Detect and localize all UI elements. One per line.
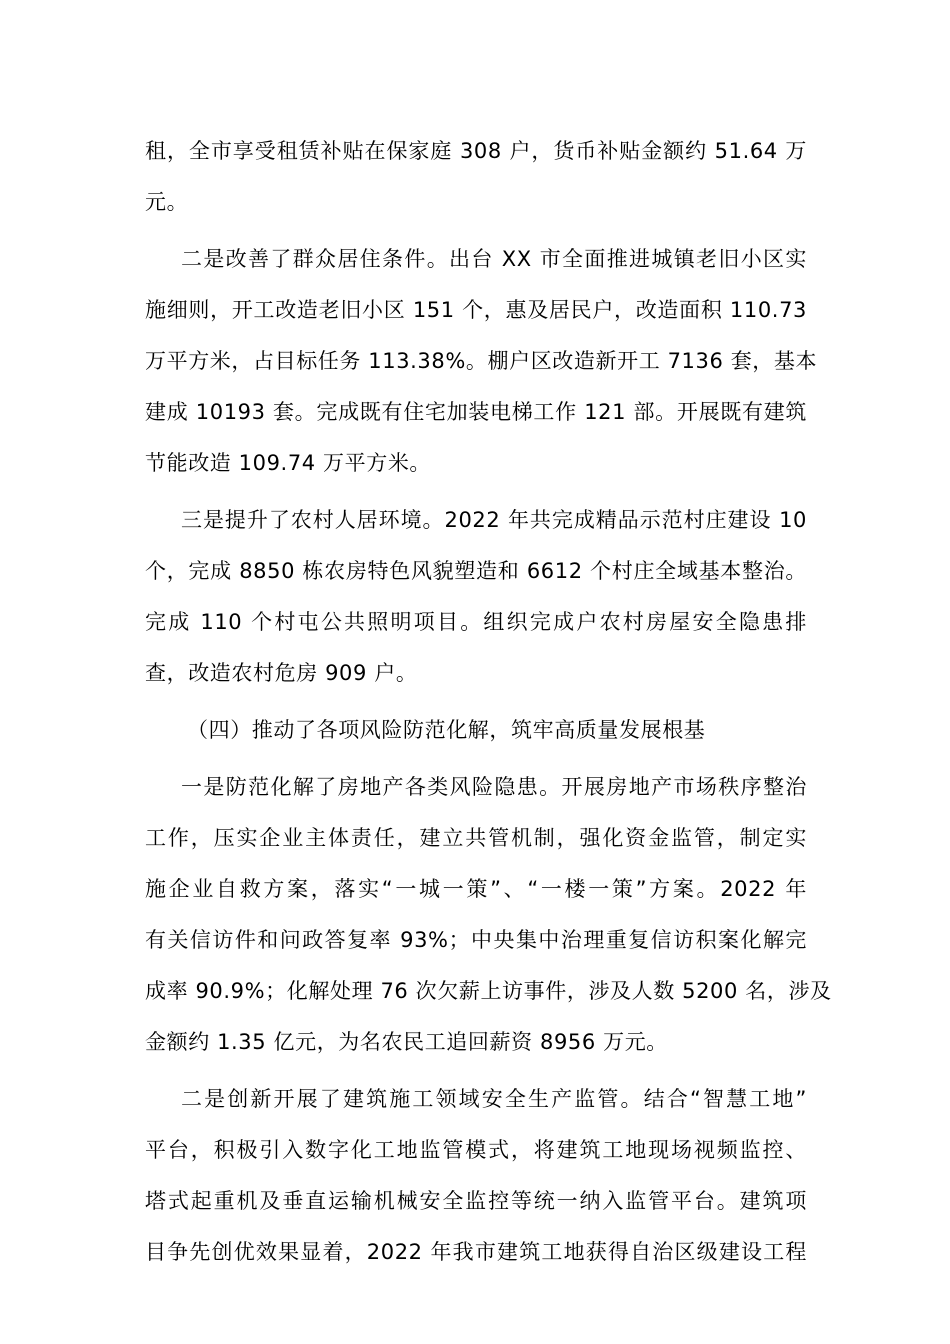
text-line: 万平方米，占目标任务 113.38%。棚户区改造新开工 7136 套，基本: [145, 349, 818, 373]
text-line: 三是提升了农村人居环境。2022 年共完成精品示范村庄建设 10: [181, 508, 807, 532]
text-line: 二是创新开展了建筑施工领域安全生产监管。结合“智慧工地”: [181, 1087, 807, 1111]
text-line: 建成 10193 套。完成既有住宅加装电梯工作 121 部。开展既有建筑: [145, 400, 807, 424]
text-line: 个，完成 8850 栋农房特色风貌塑造和 6612 个村庄全域基本整治。: [145, 559, 807, 583]
text-line: 完成 110 个村屯公共照明项目。组织完成户农村房屋安全隐患排: [145, 610, 807, 634]
text-line: 有关信访件和问政答复率 93%；中央集中治理重复信访积案化解完: [145, 928, 807, 952]
text-line: 成率 90.9%；化解处理 76 次欠薪上访事件，涉及人数 5200 名，涉及: [145, 979, 832, 1003]
text-line: 节能改造 109.74 万平方米。: [145, 451, 432, 475]
text-line: 平台，积极引入数字化工地监管模式，将建筑工地现场视频监控、: [145, 1138, 807, 1162]
text-line: 施细则，开工改造老旧小区 151 个，惠及居民户，改造面积 110.73: [145, 298, 807, 322]
text-line: 二是改善了群众居住条件。出台 XX 市全面推进城镇老旧小区实: [181, 247, 807, 271]
text-line: 塔式起重机及垂直运输机械安全监控等统一纳入监管平台。建筑项: [145, 1189, 807, 1213]
section-heading: （四）推动了各项风险防范化解，筑牢高质量发展根基: [187, 718, 706, 742]
text-line: 一是防范化解了房地产各类风险隐患。开展房地产市场秩序整治: [181, 775, 807, 799]
text-line: 查，改造农村危房 909 户。: [145, 661, 418, 685]
text-line: 金额约 1.35 亿元，为名农民工追回薪资 8956 万元。: [145, 1030, 668, 1054]
document-body: [145, 126, 832, 1278]
text-line: 元。: [145, 190, 189, 214]
text-line: 施企业自救方案，落实“一城一策”、“一楼一策”方案。2022 年: [145, 877, 807, 901]
text-line: 租，全市享受租赁补贴在保家庭 308 户，货币补贴金额约 51.64 万: [145, 139, 807, 163]
text-line: 目争先创优效果显着，2022 年我市建筑工地获得自治区级建设工程: [145, 1240, 807, 1264]
text-line: 工作，压实企业主体责任，建立共管机制，强化资金监管，制定实: [145, 826, 807, 850]
